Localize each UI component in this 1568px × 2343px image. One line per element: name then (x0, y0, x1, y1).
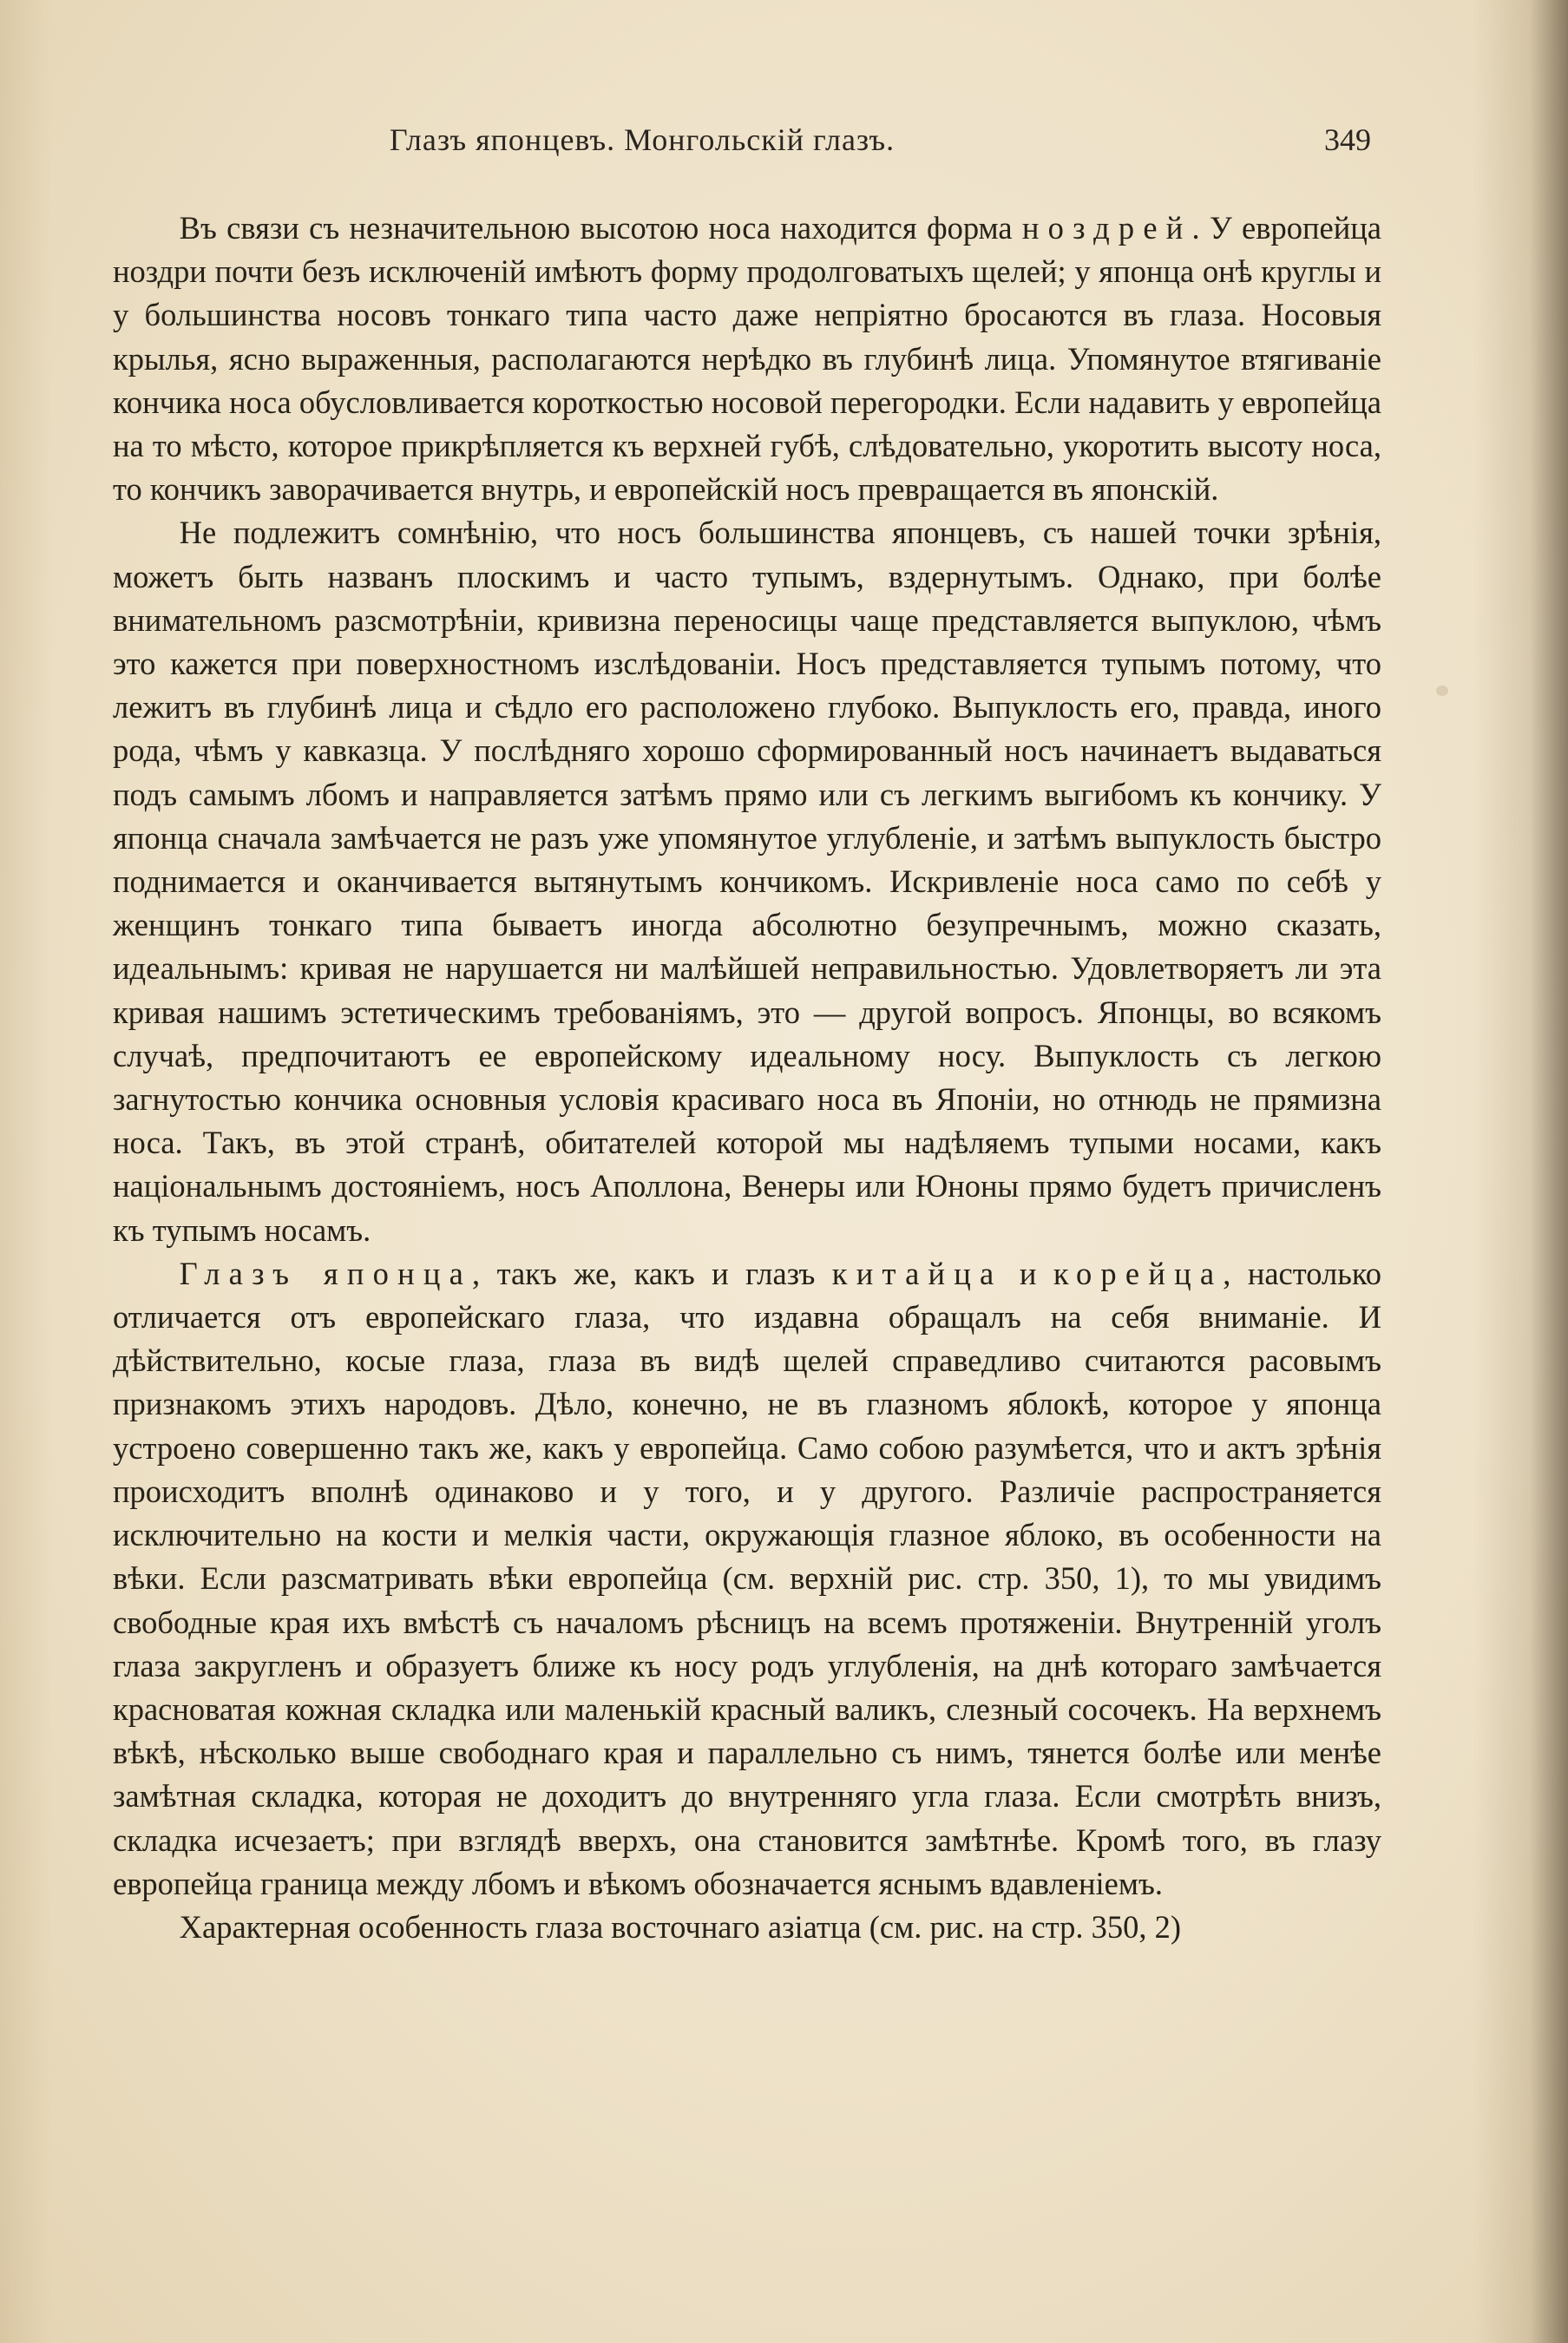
page-right-shading (1473, 0, 1568, 2343)
text-run: Не подлежитъ сомнѣнію, что носъ большинства японцевъ, съ нашей точки зрѣнія, можетъ быть названъ плоскимъ и часто тупымъ, вздернутымъ. Однако, при болѣе внимательномъ разсмотрѣніи, кривизна переносицы чаще представляется выпуклою, чѣмъ это кажется при поверхностномъ изслѣдованіи. Носъ представляется тупымъ потому, что лежитъ въ глубинѣ лица и сѣдло его расположено глубоко. Выпуклость его, правда, иного рода, чѣмъ у кавказца. У послѣдняго хорошо сформированный носъ начинаетъ выдаваться подъ самымъ лбомъ и направляется затѣмъ прямо или съ легкимъ выгибомъ къ кончику. У японца сначала замѣчается не разъ уже упомянутое углубленіе, и затѣмъ выпуклость быстро поднимается и оканчивается вытянутымъ кончикомъ. Искривленіе носа само по себѣ у женщинъ тонкаго типа бываетъ иногда абсолютно безупречнымъ, можно сказать, идеальнымъ: кривая не нарушается ни малѣйшей неправильностью. Удовлетворяетъ ли эта кривая нашимъ эстетическимъ требованіямъ, это — другой вопросъ. Японцы, во всякомъ случаѣ, предпочитаютъ ее европейскому идеальному носу. Выпуклость съ легкою загнутостью кончика основныя условія красиваго носа въ Японіи, но отнюдь не прямизна носа. Такъ, въ этой странѣ, обитателей которой мы надѣляемъ тупыми носами, какъ національнымъ достояніемъ, носъ Аполлона, Венеры или Юноны прямо будетъ причисленъ къ тупымъ носамъ. (113, 515, 1381, 1248)
paragraph-eye (113, 1252, 1381, 1906)
paragraph-asian-eye (113, 1906, 1381, 1949)
spaced-term: корейца (1053, 1255, 1224, 1291)
page-number: 349 (1324, 122, 1371, 157)
text-run: и (1002, 1255, 1053, 1291)
paragraph-nostrils (113, 207, 1381, 511)
paragraph-nose-shape (113, 511, 1381, 1251)
running-head (121, 121, 1388, 174)
text-run: Характерная особенность глаза восточнаго азіатца (см. рис. на стр. 350, 2) (179, 1908, 1182, 1945)
text-run: . У европейца ноздри почти безъ исключеній имѣютъ форму продолговатыхъ щелей; у японца онѣ круглы и у большинства носовъ тонкаго типа часто даже непріятно бросаются въ глаза. Носовыя крылья, ясно выраженныя, располагаются нерѣдко въ глубинѣ лица. Упомянутое втягиваніе кончика носа обусловливается короткостью носовой перегородки. Если надавить у европейца на то мѣсто, которое прикрѣпляется къ верхней губѣ, слѣдовательно, укоротить высоту носа, то кончикъ заворачивается внутрь, и европейскій носъ превращается въ японскій. (113, 210, 1381, 508)
text-run: Въ связи съ незначительною высотою носа находится форма (179, 210, 1022, 246)
spaced-term: ноздрей (1021, 210, 1192, 246)
text-run: , настолько отличается отъ европейскаго глаза, что издавна обращалъ на себя вниманіе. И дѣйствительно, косые глаза, глаза въ видѣ щелей справедливо считаются расовымъ признакомъ этихъ народовъ. Дѣло, конечно, не въ глазномъ яблокѣ, которое у японца устроено совершенно такъ же, какъ у европейца. Само собою разумѣется, что и актъ зрѣнія происходитъ вполнѣ одинаково и у того, и у другого. Различіе распространяется исключительно на кости и мелкія части, окружающія глазное яблоко, въ особенности на вѣки. Если разсматривать вѣки европейца (см. верхній рис. стр. 350, 1), то мы увидимъ свободные края ихъ вмѣстѣ съ началомъ рѣсницъ на всемъ протяженіи. Внутренній уголъ глаза закругленъ и образуетъ ближе къ носу родъ углубленія, на днѣ котораго замѣчается красноватая кожная складка или маленькій красный валикъ, слезный сосочекъ. На верхнемъ вѣкѣ, нѣсколько выше свободнаго края и параллельно съ нимъ, тянется болѣе или менѣе замѣтная складка, которая не доходитъ до внутренняго угла глаза. Если смотрѣть внизъ, складка исчезаетъ; при взглядѣ вверхъ, она становится замѣтнѣе. Кромѣ того, въ глазу европейца граница между лбомъ и вѣкомъ обозначается яснымъ вдавленіемъ. (113, 1255, 1381, 1901)
text-body (113, 207, 1381, 1949)
spaced-term: китайца (831, 1255, 1003, 1291)
page-stain (1436, 686, 1448, 696)
text-run: , такъ же, какъ и глазъ (472, 1255, 832, 1291)
spaced-term: Глазъ японца (179, 1255, 472, 1291)
page-left-shading (0, 0, 52, 2343)
running-title: Глазъ японцевъ. Монгольскій глазъ. (389, 122, 896, 157)
